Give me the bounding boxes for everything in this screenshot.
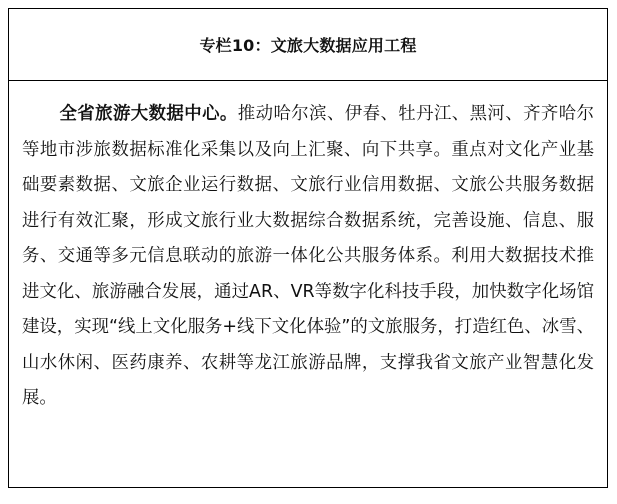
column-header: [9, 9, 607, 81]
column-box: [8, 8, 608, 488]
column-body: [9, 81, 607, 417]
paragraph-lead: 全省旅游大数据中心。: [59, 104, 238, 124]
column-title: 专栏10：文旅大数据应用工程: [199, 36, 417, 55]
paragraph-text: 推动哈尔滨、伊春、牡丹江、黑河、齐齐哈尔等地市涉旅数据标准化采集以及向上汇聚、向下共享。重点对文化产业基础要素数据、文旅企业运行数据、文旅行业信用数据、文旅公共服务数据进行有效汇聚，形成文旅行业大数据综合数据系统，完善设施、信息、服务、交通等多元信息联动的旅游一体化公共服务体系。利用大数据技术推进文化、旅游融合发展，通过AR、VR等数字化科技手段，加快数字化场馆建设，实现“线上文化服务+线下文化体验”的文旅服务，打造红色、冰雪、山水休闲、医药康养、农耕等龙江旅游品牌，支撑我省文旅产业智慧化发展。: [22, 104, 595, 408]
